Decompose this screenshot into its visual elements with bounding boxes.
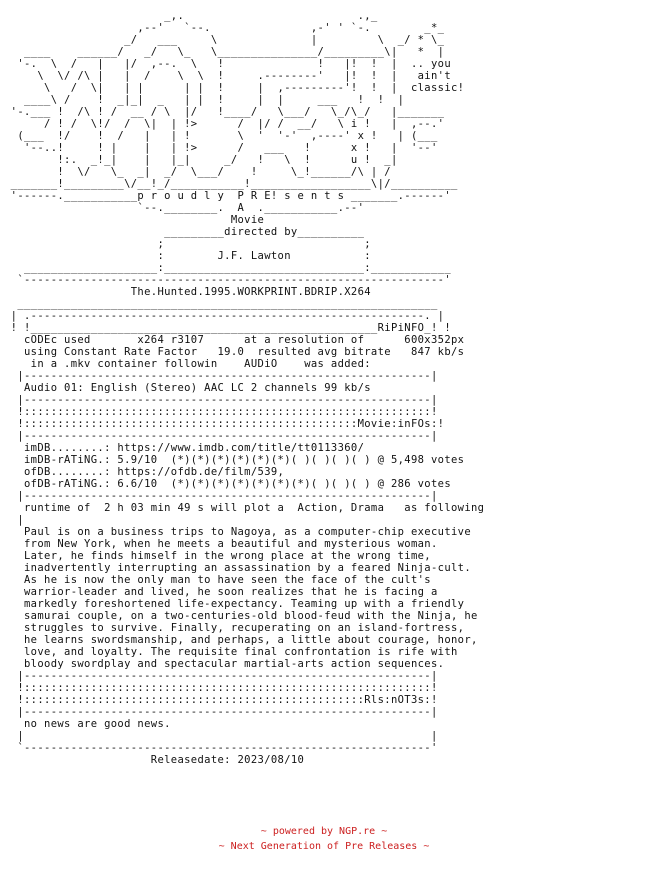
nfo-line: ____ ______/ _/ \_ \_______________/_________\| * | [4, 46, 445, 58]
nfo-line: !:. _!_| | |_| _/ ! \ ! u ! _| [4, 154, 398, 166]
footer-tagline: ~ Next Generation of Pre Releases ~ [218, 841, 430, 852]
nfo-line: ! !____________________________________________________RiPiNFO_! ! [4, 322, 451, 334]
nfo-line: | | [4, 730, 438, 742]
nfo-line: _/ ___ \ | \ _/ * \_ [4, 34, 445, 46]
nfo-line: cODEc used x264 r3107 at a resolution of 600x352px [4, 334, 465, 346]
nfo-line: no news are good news. [4, 718, 171, 730]
nfo-line: ofDB-rATiNG.: 6.6/10 (*)(*)(*)(*)(*)(*)(*)( )( )( ) @ 286 votes [4, 478, 451, 490]
nfo-line: '-.___ ! /\ ! / __ / \ |/ !____/ \___/ \_/\_/ |_______ [4, 106, 445, 118]
nfo-line: imDB........: https://www.imdb.com/title/tt0113360/ [4, 442, 365, 454]
nfo-line: struggles to survive. Finally, recuperating on an island-fortress, [4, 622, 465, 634]
nfo-line: |-------------------------------------------------------------| [4, 394, 438, 406]
nfo-line: `--.________. A .___________.--' [4, 202, 365, 214]
nfo-line: _,. .,_ [4, 10, 378, 22]
nfo-line: |-------------------------------------------------------------| [4, 670, 438, 682]
nfo-line: Later, he finds himself in the wrong place at the wrong time, [4, 550, 431, 562]
nfo-line: \ \/ /\ | | / \ \ ! .--------' |! ! | ain't [4, 70, 451, 82]
nfo-line: love, and loyalty. The requisite final confrontation is rife with [4, 646, 458, 658]
nfo-line: from New York, when he meets a beautiful and mysterious woman. [4, 538, 438, 550]
nfo-line: Releasedate: 2023/08/10 [4, 754, 305, 766]
nfo-line: inadvertently interrupting an assassination by a feared Ninja-cult. [4, 562, 472, 574]
nfo-line: '------.___________p r o u d l y P R E! s e n t s _______.------' [4, 190, 451, 202]
nfo-line: '-. \ / | |/ ,--. \ ! ! |! ! | .. you [4, 58, 451, 70]
nfo-line: markedly foreshortened life-expectancy. Teaming up with a friendly [4, 598, 465, 610]
nfo-line: _______________________________________________________________ [4, 298, 438, 310]
nfo-line: ,--' `--. ,-' ' `-. _*_ [4, 22, 445, 34]
nfo-line: samurai couple, on a two-centuries-old blood-feud with the Ninja, he [4, 610, 478, 622]
nfo-line: ____________________:______________________________:____________ [4, 262, 451, 274]
nfo-line: !::::::::::::::::::::::::::::::::::::::::::::::::::Movie:inFOs:! [4, 418, 445, 430]
nfo-line: warrior-leader and lived, he soon realizes that he is facing a [4, 586, 438, 598]
footer [0, 824, 648, 854]
nfo-line: | .-----------------------------------------------------------. | [4, 310, 445, 322]
nfo-text [4, 10, 484, 766]
nfo-line: `-------------------------------------------------------------' [4, 742, 438, 754]
nfo-line: '--..! ! | | | !> / ___ ! x ! | '--' [4, 142, 438, 154]
nfo-line: bloody swordplay and spectacular martial-arts action sequences. [4, 658, 445, 670]
nfo-line: |-------------------------------------------------------------| [4, 706, 438, 718]
nfo-line: _________directed by__________ [4, 226, 365, 238]
nfo-line: Audio 01: English (Stereo) AAC LC 2 channels 99 kb/s [4, 382, 371, 394]
nfo-line: Movie [4, 214, 265, 226]
nfo-line: The.Hunted.1995.WORKPRINT.BDRIP.X264 [4, 286, 371, 298]
nfo-line: |-------------------------------------------------------------| [4, 430, 438, 442]
nfo-line: !:::::::::::::::::::::::::::::::::::::::::::::::::::Rls:nOT3s:! [4, 694, 438, 706]
nfo-line: ; ; [4, 238, 371, 250]
nfo-line: he learns swordsmanship, and perhaps, a little about courage, honor, [4, 634, 478, 646]
nfo-line: !:::::::::::::::::::::::::::::::::::::::::::::::::::::::::::::! [4, 406, 438, 418]
nfo-line: |-------------------------------------------------------------| [4, 490, 438, 502]
footer-powered-by: ~ powered by NGP.re ~ [260, 826, 388, 837]
nfo-line: ofDB........: https://ofdb.de/film/539, [4, 466, 285, 478]
nfo-line: ! \/ \_ _| _/ \___/ ! \_!______/\ | / [4, 166, 391, 178]
nfo-line: in a .mkv container followin AUDiO was added: [4, 358, 371, 370]
nfo-line: As he is now the only man to have seen the face of the cult's [4, 574, 431, 586]
nfo-line: / ! / \!/ / \| | !> / |/ / __/ \ i ! | ,--.' [4, 118, 445, 130]
nfo-line: runtime of 2 h 03 min 49 s will plot a Action, Drama as following [4, 502, 485, 514]
nfo-line: Paul is on a business trips to Nagoya, as a computer-chip executive [4, 526, 472, 538]
nfo-line: | [4, 514, 25, 526]
nfo-line: _______!_________\/__!_/___________!__________________\|/__________ [4, 178, 458, 190]
nfo-line: `---------------------------------------------------------------' [4, 274, 451, 286]
nfo-line: ____\ / ! _|_| _ | | ! | | ___ ! ! | [4, 94, 405, 106]
nfo-line: |-------------------------------------------------------------| [4, 370, 438, 382]
nfo-line: : J.F. Lawton : [4, 250, 371, 262]
nfo-line: (___ !/ ! / | | ! \ ' '-' ,----' x ! | (___ [4, 130, 445, 142]
nfo-line: \ / \| | | | | ! | ,---------'! ! | classic! [4, 82, 465, 94]
nfo-line: using Constant Rate Factor 19.0 resulted avg bitrate 847 kb/s [4, 346, 465, 358]
nfo-line: imDB-rATiNG.: 5.9/10 (*)(*)(*)(*)(*)(*)( )( )( )( ) @ 5,498 votes [4, 454, 465, 466]
nfo-line: !:::::::::::::::::::::::::::::::::::::::::::::::::::::::::::::! [4, 682, 438, 694]
